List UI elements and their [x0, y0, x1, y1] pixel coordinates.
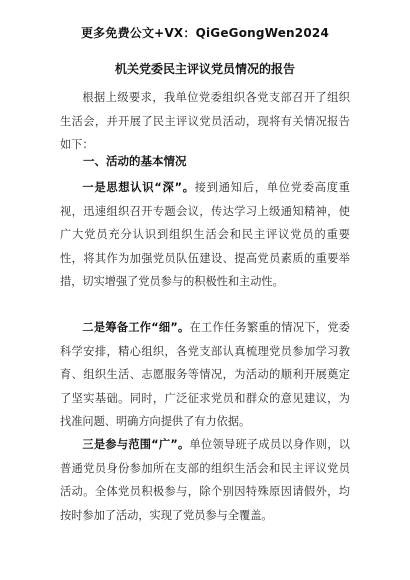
item-text: 接到通知后，单位党委高度重视，迅速组织召开专题会议，传达学习上级通知精神，使广大党员充分认识到组织生活会和民主评议党员的重要性，将其作为加强党员队伍建设、提高党员素质的重要举措，切实增强了党员参与的积极性和主动性。 — [60, 181, 350, 288]
document-title: 机关党委民主评议党员情况的报告 — [114, 62, 295, 76]
list-item — [60, 433, 350, 527]
item-lead: 一是思想认识“深”。 — [82, 181, 195, 194]
item-text: 在工作任务繁重的情况下，党委科学安排，精心组织，各党支部认真梳理党员参加学习教育、组织生活、志愿服务等情况，为活动的顺利开展奠定了坚实基础。同时，广泛征求党员和群众的意见建议，为找准问题、明确方向提供了有力依据。 — [60, 321, 350, 428]
intro-paragraph: 根据上级要求，我单位党委组织各党支部召开了组织生活会，并开展了民主评议党员活动，现将有关情况报告如下： — [60, 91, 350, 151]
item-text: 单位领导班子成员以身作则，以普通党员身份参加所在支部的组织生活会和民主评议党员活动。全体党员积极参与，除个别因特殊原因请假外，均按时参加了活动，实现了党员参与全覆盖。 — [60, 438, 350, 522]
section-heading: 一、活动的基本情况 — [83, 154, 187, 168]
list-item — [60, 176, 350, 294]
promo-banner: 更多免费公文+VX：QiGeGongWen2024 — [80, 26, 329, 40]
item-lead: 三是参与范围“广”。 — [82, 438, 190, 451]
list-item — [60, 316, 350, 434]
item-lead: 二是筹备工作“细”。 — [82, 321, 190, 334]
